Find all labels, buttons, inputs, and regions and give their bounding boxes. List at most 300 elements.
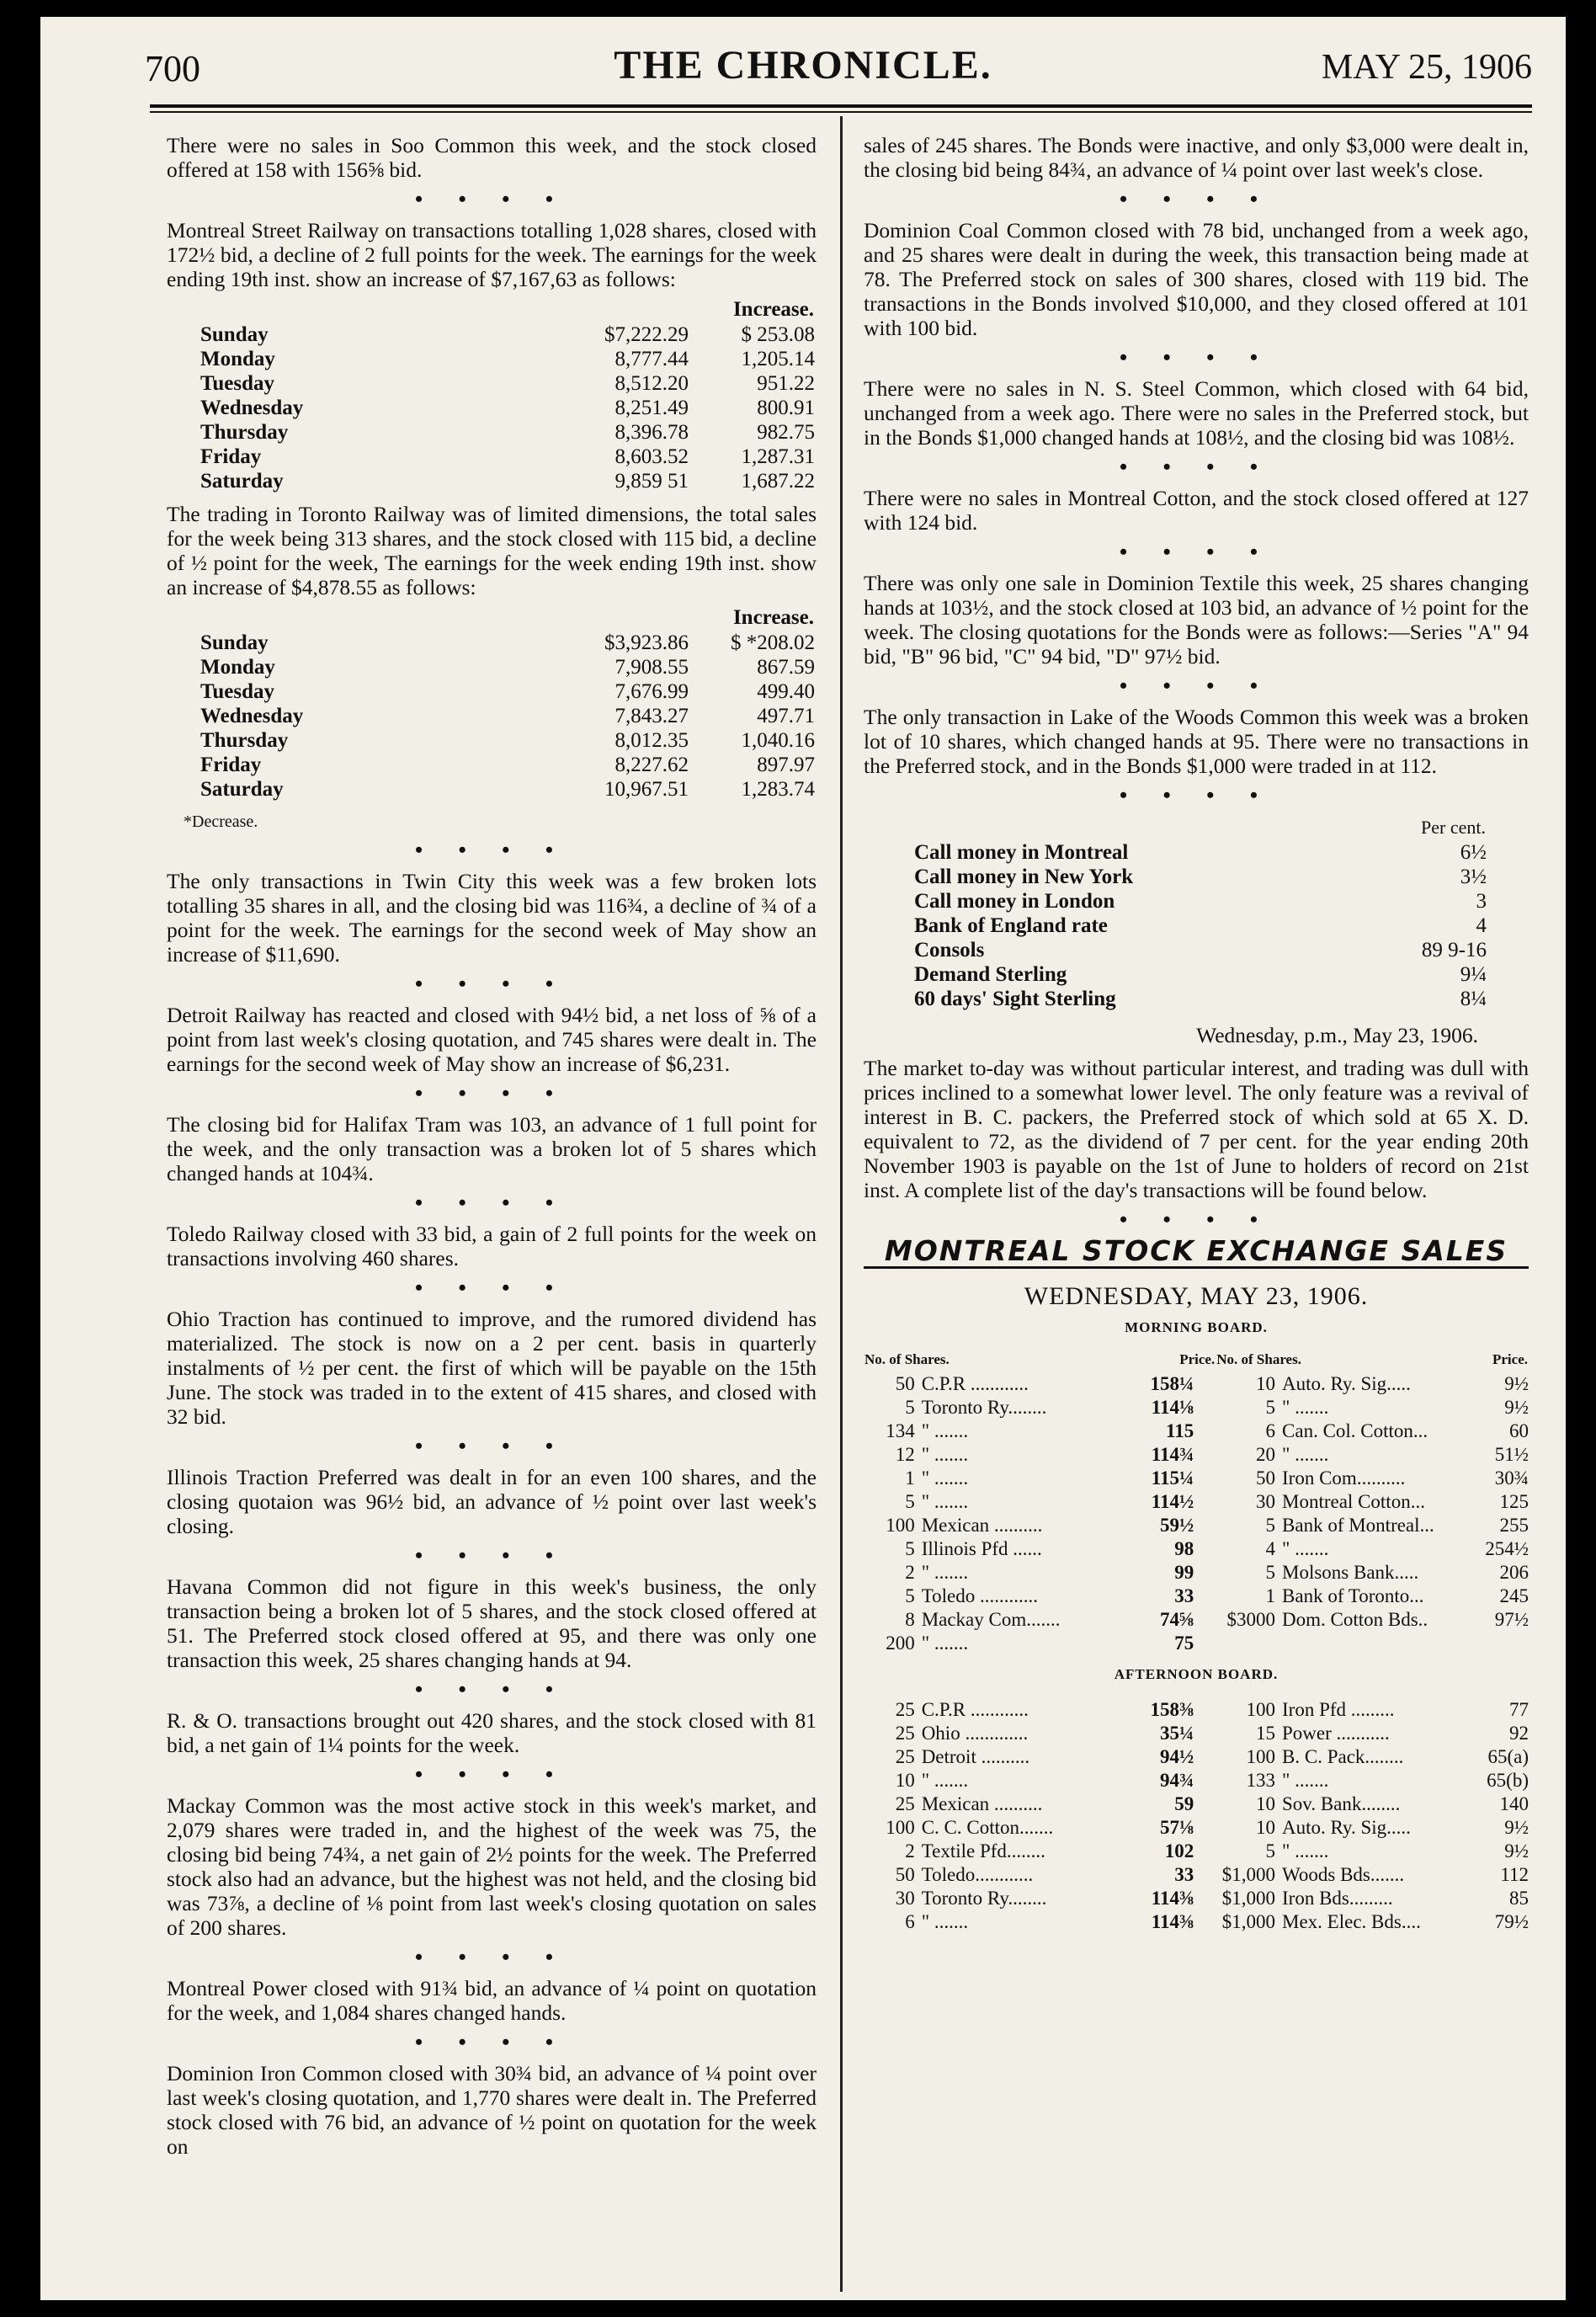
sale-shares: 12 <box>895 1444 915 1465</box>
rate-row <box>914 889 1487 913</box>
sale-price: 125 <box>1499 1491 1529 1512</box>
earnings-amount: 7,843.27 <box>614 705 689 727</box>
toronto-railway-paragraph: The trading in Toronto Railway was of limited dimensions, the total sales for the week being 313 shares, and the stock closed with 115 bid, a decline of ½ point for the week, The earnings for the week ending 19th inst. show an increase of $4,878.55 as follows: <box>167 502 817 599</box>
issue-date: MAY 25, 1906 <box>1321 48 1532 87</box>
sale-price: 158⅜ <box>1150 1699 1194 1720</box>
sale-shares: 200 <box>886 1633 915 1654</box>
earnings-row <box>200 445 815 469</box>
sale-stock-name: " ....... <box>1282 1840 1329 1862</box>
sale-stock-name: Dom. Cotton Bds.. <box>1282 1609 1428 1630</box>
rate-label: Call money in Montreal <box>914 841 1129 864</box>
sales-row <box>864 1722 1529 1745</box>
sales-rows <box>864 1698 1529 1934</box>
newspaper-page <box>40 17 1566 2300</box>
earnings-day: Friday <box>200 445 262 468</box>
sale-shares: 100 <box>1246 1699 1276 1720</box>
earnings-day: Monday <box>200 348 275 370</box>
price-column-header: Price. <box>1179 1351 1216 1367</box>
earnings-amount: 8,251.49 <box>614 397 689 419</box>
earnings-row <box>200 469 815 493</box>
column-divider <box>840 116 843 2292</box>
sale-stock-name: Sov. Bank........ <box>1282 1793 1401 1814</box>
rate-row <box>914 938 1487 962</box>
earnings-row <box>200 704 815 728</box>
sale-shares: $1,000 <box>1221 1864 1276 1885</box>
sale-price: 77 <box>1509 1699 1529 1720</box>
sale-shares: $3000 <box>1226 1609 1276 1630</box>
sale-stock-name: " ....... <box>921 1420 969 1441</box>
sale-price: 255 <box>1499 1515 1529 1536</box>
sale-price: 33 <box>1174 1585 1194 1606</box>
sale-price: 98 <box>1174 1538 1194 1559</box>
sales-row <box>864 1514 1529 1537</box>
sale-shares <box>1216 1632 1282 1655</box>
rate-row <box>914 865 1487 889</box>
sale-stock-name: Woods Bds....... <box>1282 1864 1405 1885</box>
sale-price: 102 <box>1164 1840 1194 1862</box>
earnings-increase: 1,283.74 <box>741 778 815 801</box>
earnings-increase: 499.40 <box>757 680 815 703</box>
section-separator: • • • • <box>415 2030 568 2054</box>
section-separator: • • • • <box>415 972 568 996</box>
sale-stock-name: " ....... <box>921 1491 969 1512</box>
section-separator: • • • • <box>415 1081 568 1105</box>
sale-price: 114⅜ <box>1151 1911 1194 1932</box>
sale-price: 60 <box>1509 1420 1529 1441</box>
earnings-amount: 8,012.35 <box>614 729 689 752</box>
earnings-day: Tuesday <box>200 680 275 703</box>
publication-title: THE CHRONICLE. <box>614 43 992 88</box>
sale-price: 33 <box>1174 1864 1194 1885</box>
sale-stock-name: C. C. Cotton....... <box>921 1817 1054 1838</box>
section-separator: • • • • <box>1120 674 1273 698</box>
r-and-o-paragraph: R. & O. transactions brought out 420 shares, and the stock closed with 81 bid, a net gain of 1¼ points for the week. <box>167 1708 817 1757</box>
sale-stock-name: Mexican .......... <box>921 1793 1043 1814</box>
earnings-increase: 1,287.31 <box>741 445 815 468</box>
earnings-amount: $3,923.86 <box>604 631 689 654</box>
sale-shares: 30 <box>895 1888 915 1909</box>
sale-price: 59½ <box>1159 1515 1194 1536</box>
sale-stock-name: Toledo............ <box>921 1864 1034 1885</box>
rate-label: Call money in London <box>914 890 1115 913</box>
header-rule <box>150 104 1532 108</box>
sale-stock-name: " ....... <box>921 1911 969 1932</box>
price-column-header: Price. <box>1492 1351 1528 1367</box>
earnings-row <box>200 396 815 420</box>
earnings-increase: 982.75 <box>757 421 815 444</box>
earnings-amount: 8,603.52 <box>614 445 689 468</box>
montreal-street-railway-paragraph: Montreal Street Railway on transactions totalling 1,028 shares, closed with 172½ bid, a decline of 2 full points for the week. The earnings for the week ending 19th inst. show an increase of $7,167,63 as follows: <box>167 218 817 291</box>
earnings-row <box>200 728 815 753</box>
earnings-amount: 8,512.20 <box>614 372 689 395</box>
sale-price: 254½ <box>1485 1538 1529 1559</box>
sale-price: 79½ <box>1494 1911 1529 1932</box>
sale-price: 92 <box>1509 1723 1529 1744</box>
sale-stock-name: Mexican .......... <box>921 1515 1043 1536</box>
earnings-row <box>200 777 815 802</box>
sale-price: 9½ <box>1504 1840 1529 1862</box>
sale-shares: 5 <box>1265 1562 1276 1583</box>
section-separator: • • • • <box>1120 187 1273 211</box>
earnings-amount: $7,222.29 <box>604 323 689 346</box>
sale-shares: 50 <box>1256 1467 1276 1489</box>
sale-price: 140 <box>1499 1793 1529 1814</box>
earnings-day: Friday <box>200 754 262 776</box>
sale-shares: 4 <box>1265 1538 1276 1559</box>
earnings-rows <box>200 322 815 493</box>
sale-shares: 30 <box>1256 1491 1276 1512</box>
earnings-increase: 867.59 <box>757 656 815 679</box>
sale-stock-name: Montreal Cotton... <box>1282 1491 1425 1512</box>
sale-price: 65(b) <box>1487 1770 1529 1791</box>
sales-row <box>864 1698 1529 1722</box>
sale-price: 158¼ <box>1150 1373 1194 1394</box>
earnings-rows <box>200 631 815 802</box>
section-separator: • • • • <box>1120 455 1273 479</box>
sales-row <box>864 1769 1529 1792</box>
section-separator: • • • • <box>415 1945 568 1969</box>
sale-price: 97½ <box>1494 1609 1529 1630</box>
increase-header: Increase. <box>732 606 814 629</box>
sales-row <box>864 1816 1529 1840</box>
earnings-increase: 1,205.14 <box>741 348 815 370</box>
sale-shares: 50 <box>895 1864 915 1885</box>
sale-price: 99 <box>1174 1562 1194 1583</box>
sale-price: 114⅛ <box>1151 1397 1194 1418</box>
sale-shares: 100 <box>886 1515 915 1536</box>
sale-stock-name: Iron Bds......... <box>1282 1888 1393 1909</box>
soo-common-paragraph: There were no sales in Soo Common this week, and the stock closed offered at 158 with 156⅝ bid. <box>167 133 817 182</box>
sale-stock-name: Molsons Bank..... <box>1282 1562 1419 1583</box>
earnings-row <box>200 322 815 347</box>
earnings-day: Saturday <box>200 470 284 493</box>
earnings-day: Sunday <box>200 631 269 654</box>
afternoon-board-heading: AFTERNOON BOARD. <box>1114 1666 1279 1682</box>
rate-row <box>914 913 1487 938</box>
dominion-coal-paragraph: Dominion Coal Common closed with 78 bid, unchanged from a week ago, and 25 shares were dealt in during the week, this transaction being made at 78. The Preferred stock on sales of 300 shares, closed with 119 bid. The transactions in the Bonds involved $10,000, and they closed offered at 101 with 100 bid. <box>864 218 1529 340</box>
earnings-row <box>200 347 815 371</box>
sale-shares: 10 <box>1256 1817 1276 1838</box>
section-separator: • • • • <box>415 1276 568 1300</box>
sale-price: 9½ <box>1504 1373 1529 1394</box>
mackay-common-paragraph: Mackay Common was the most active stock in this week's market, and 2,079 shares were traded in, and the highest of the week was 75, the closing bid being 74¾, a net gain of 2½ points for the week. The Preferred stock also had an advance, but the highest was not held, and the closing bid was 73⅞, a decline of ⅛ point from last week's closing quotation on sales of 200 shares. <box>167 1793 817 1940</box>
sale-price: 30¾ <box>1494 1467 1529 1489</box>
earnings-amount: 8,777.44 <box>614 348 689 370</box>
sale-shares: 6 <box>905 1911 915 1932</box>
section-separator: • • • • <box>1120 345 1273 370</box>
sale-stock-name: C.P.R ............ <box>921 1373 1029 1394</box>
left-column <box>167 133 817 2164</box>
market-summary-paragraph: The market to-day was without particular interest, and trading was dull with prices inclined to a somewhat lower level. The only feature was a revival of interest in B. C. packers, the Preferred stock of which sold at 65 X. D. equivalent to 72, as the dividend of 7 per cent. for the year ending 20th November 1903 is payable on the 1st of June to holders of record on 21st inst. A complete list of the day's transactions will be found below. <box>864 1056 1529 1202</box>
sale-price <box>1477 1632 1529 1655</box>
earnings-day: Monday <box>200 656 275 679</box>
sale-stock-name: Bank of Montreal... <box>1282 1515 1434 1536</box>
sale-price: 114⅜ <box>1151 1888 1194 1909</box>
rate-label: Demand Sterling <box>914 963 1067 986</box>
sales-row <box>864 1396 1529 1419</box>
twin-city-paragraph: The only transactions in Twin City this week was a few broken lots totalling 35 shares in all, and the closing bid was 116¾, a decline of ¾ of a point for the week. The earnings for the second week of May show an increase of $11,690. <box>167 869 817 967</box>
sale-stock-name: " ....... <box>921 1562 969 1583</box>
earnings-row <box>200 655 815 679</box>
decrease-footnote: *Decrease. <box>184 812 258 831</box>
rate-label: Call money in New York <box>914 866 1134 888</box>
havana-common-paragraph: Havana Common did not figure in this week's business, the only transaction being a broken lot of 5 shares, and the stock closed offered at 51. The Preferred stock closed offered at 95, and there was only one transaction this week, 25 shares changing hands at 94. <box>167 1574 817 1672</box>
sales-row <box>864 1632 1529 1655</box>
sale-stock-name: Toronto Ry........ <box>921 1888 1047 1909</box>
earnings-amount: 7,908.55 <box>614 656 689 679</box>
ns-steel-paragraph: There were no sales in N. S. Steel Common, which closed with 64 bid, unchanged from a week ago. There were no sales in the Preferred stock, but in the Bonds $1,000 changed hands at 108½, and the closing bid was 108½. <box>864 376 1529 450</box>
morning-board-sales-table <box>864 1351 1529 1655</box>
rate-value: 8¼ <box>1460 988 1487 1010</box>
sale-shares: 133 <box>1246 1770 1276 1791</box>
sale-shares: 5 <box>1265 1840 1276 1862</box>
sale-stock-name: Iron Com.......... <box>1282 1467 1406 1489</box>
sale-stock-name: Ohio ............. <box>921 1723 1029 1744</box>
rate-value: 89 9-16 <box>1421 939 1487 961</box>
sales-row <box>864 1887 1529 1910</box>
rate-row <box>914 962 1487 987</box>
sale-shares: $1,000 <box>1221 1911 1276 1932</box>
lake-of-the-woods-paragraph: The only transaction in Lake of the Woods Common this week was a broken lot of 10 shares, which changed hands at 95. There were no transactions in the Preferred stock, and in the Bonds $1,000 were traded in at 112. <box>864 705 1529 778</box>
sale-stock-name: " ....... <box>1282 1444 1329 1465</box>
sale-price: 51½ <box>1494 1444 1529 1465</box>
sale-shares: 6 <box>1265 1420 1276 1441</box>
sale-stock-name <box>1282 1632 1477 1655</box>
section-separator: • • • • <box>415 187 568 211</box>
toronto-earnings-table <box>200 605 815 802</box>
money-rates-table <box>914 814 1487 1011</box>
sale-price: 65(a) <box>1487 1746 1529 1767</box>
dominion-textile-paragraph: There was only one sale in Dominion Textile this week, 25 shares changing hands at 103½, and the stock closed at 103 bid, an advance of ½ point for the week. The closing quotations for the Bonds were as follows:—Series "A" 94 bid, "B" 96 bid, "C" 94 bid, "D" 97½ bid. <box>864 571 1529 668</box>
sale-price: 74⅝ <box>1159 1609 1194 1630</box>
sale-stock-name: " ....... <box>921 1467 969 1489</box>
sale-stock-name: " ....... <box>921 1633 969 1654</box>
earnings-row <box>200 631 815 655</box>
section-separator: • • • • <box>415 1543 568 1568</box>
stock-exchange-sales-banner: MONTREAL STOCK EXCHANGE SALES <box>884 1234 1508 1267</box>
montreal-power-paragraph: Montreal Power closed with 91¾ bid, an advance of ¼ point on quotation for the week, and 1,084 shares changed hands. <box>167 1976 817 2025</box>
sales-row <box>864 1585 1529 1608</box>
sale-stock-name: B. C. Pack........ <box>1282 1746 1404 1767</box>
sale-stock-name: " ....... <box>1282 1538 1329 1559</box>
earnings-increase: 1,687.22 <box>741 470 815 493</box>
illinois-traction-paragraph: Illinois Traction Preferred was dealt in for an even 100 shares, and the closing quotaion was 96½ bid, an advance of ½ point over last week's closing. <box>167 1465 817 1538</box>
sale-price: 94¾ <box>1159 1770 1194 1791</box>
sale-stock-name: " ....... <box>921 1444 969 1465</box>
section-separator: • • • • <box>1120 1207 1273 1232</box>
earnings-increase: 951.22 <box>757 372 815 395</box>
sale-shares: 2 <box>905 1840 915 1862</box>
shares-column-header: No. of Shares. <box>864 1351 950 1367</box>
ohio-traction-paragraph: Ohio Traction has continued to improve, and the rumored dividend has materialized. The stock is now on a 2 per cent. basis in quarterly instalments of ½ per cent. the first of which will be payable on the 15th June. The stock was traded in to the extent of 415 shares, and closed with 32 bid. <box>167 1307 817 1429</box>
page-header <box>40 17 1566 109</box>
sale-shares: 25 <box>895 1699 915 1720</box>
sale-stock-name: " ....... <box>921 1770 969 1791</box>
rate-row <box>914 987 1487 1011</box>
earnings-increase: 1,040.16 <box>741 729 815 752</box>
earnings-row <box>200 753 815 777</box>
earnings-day: Thursday <box>200 729 289 752</box>
sales-date-heading: WEDNESDAY, MAY 23, 1906. <box>1024 1282 1369 1310</box>
market-dateline: Wednesday, p.m., May 23, 1906. <box>1196 1023 1478 1047</box>
sale-shares: 10 <box>895 1770 915 1791</box>
afternoon-board-sales-table <box>864 1698 1529 1934</box>
sale-shares: 15 <box>1256 1723 1276 1744</box>
rate-value: 3½ <box>1460 866 1487 888</box>
sale-price: 206 <box>1499 1562 1529 1583</box>
sale-price: 9½ <box>1504 1817 1529 1838</box>
sales-row <box>864 1490 1529 1514</box>
rate-value: 6½ <box>1460 841 1487 864</box>
section-separator: • • • • <box>415 1434 568 1458</box>
header-rule-thin <box>150 111 1532 113</box>
sale-price: 115¼ <box>1151 1467 1194 1489</box>
earnings-amount: 8,396.78 <box>614 421 689 444</box>
page-number: 700 <box>145 48 200 89</box>
sale-price: 112 <box>1500 1864 1529 1885</box>
sale-stock-name: Toronto Ry........ <box>921 1397 1047 1418</box>
sale-shares: 20 <box>1256 1444 1276 1465</box>
section-separator: • • • • <box>415 838 568 862</box>
earnings-amount: 7,676.99 <box>614 680 689 703</box>
sale-shares: 5 <box>905 1538 915 1559</box>
earnings-day: Thursday <box>200 421 289 444</box>
section-separator: • • • • <box>415 1190 568 1215</box>
earnings-increase: 800.91 <box>757 397 815 419</box>
sale-shares: 25 <box>895 1793 915 1814</box>
rate-value: 4 <box>1476 914 1487 937</box>
sale-shares: 5 <box>905 1397 915 1418</box>
montreal-cotton-paragraph: There were no sales in Montreal Cotton, and the stock closed offered at 127 with 124 bid. <box>864 486 1529 535</box>
sale-price: 245 <box>1499 1585 1529 1606</box>
earnings-amount: 10,967.51 <box>604 778 689 801</box>
sale-shares: 134 <box>886 1420 915 1441</box>
sales-row <box>864 1467 1529 1490</box>
sale-shares: 10 <box>1256 1373 1276 1394</box>
sale-price: 94½ <box>1159 1746 1194 1767</box>
sale-shares: 50 <box>895 1373 915 1394</box>
sale-stock-name: Mex. Elec. Bds.... <box>1282 1911 1421 1932</box>
sale-price: 35¼ <box>1159 1723 1194 1744</box>
earnings-increase: 897.97 <box>757 754 815 776</box>
sale-shares: 1 <box>905 1467 915 1489</box>
sale-stock-name: Power ........... <box>1282 1723 1390 1744</box>
sale-shares: 5 <box>905 1491 915 1512</box>
per-cent-header: Per cent. <box>1421 817 1486 838</box>
sale-shares: 5 <box>1265 1515 1276 1536</box>
sales-row <box>864 1537 1529 1561</box>
sale-stock-name: " ....... <box>1282 1397 1329 1418</box>
rate-label: Bank of England rate <box>914 914 1108 937</box>
halifax-tram-paragraph: The closing bid for Halifax Tram was 103, an advance of 1 full point for the week, and the only transaction was a broken lot of 5 shares which changed hands at 104¾. <box>167 1112 817 1185</box>
section-separator: • • • • <box>1120 540 1273 564</box>
toledo-railway-paragraph: Toledo Railway closed with 33 bid, a gain of 2 full points for the week on transactions involving 460 shares. <box>167 1222 817 1270</box>
section-separator: • • • • <box>415 1762 568 1787</box>
sales-rows <box>864 1372 1529 1655</box>
sale-price: 57⅛ <box>1159 1817 1194 1838</box>
rate-value: 3 <box>1476 890 1487 913</box>
sale-price: 115 <box>1165 1420 1194 1441</box>
earnings-increase: $ 253.08 <box>741 323 815 346</box>
earnings-day: Sunday <box>200 323 269 346</box>
earnings-row <box>200 420 815 445</box>
sales-row <box>864 1372 1529 1396</box>
sales-row <box>864 1863 1529 1887</box>
sale-stock-name: Can. Col. Cotton... <box>1282 1420 1428 1441</box>
section-separator: • • • • <box>415 1677 568 1702</box>
earnings-increase: $ *208.02 <box>731 631 815 654</box>
sale-stock-name: Auto. Ry. Sig..... <box>1282 1817 1411 1838</box>
sale-stock-name: Detroit .......... <box>921 1746 1030 1767</box>
sale-shares: 2 <box>905 1562 915 1583</box>
sale-price: 114¾ <box>1151 1444 1194 1465</box>
dominion-iron-continued-paragraph: sales of 245 shares. The Bonds were inactive, and only $3,000 were dealt in, the closing bid being 84¾, an advance of ¼ point over last week's close. <box>864 133 1529 182</box>
detroit-railway-paragraph: Detroit Railway has reacted and closed with 94½ bid, a net loss of ⅝ of a point from last week's closing quotation, and 745 shares were dealt in. The earnings for the second week of May show an increase of $6,231. <box>167 1003 817 1076</box>
sales-row <box>864 1840 1529 1863</box>
sales-row <box>864 1745 1529 1769</box>
earnings-row <box>200 371 815 396</box>
rate-label: 60 days' Sight Sterling <box>914 988 1116 1010</box>
rates-rows <box>914 840 1487 1011</box>
sales-row <box>864 1910 1529 1934</box>
sale-shares: 10 <box>1256 1793 1276 1814</box>
sale-stock-name: Mackay Com....... <box>921 1609 1061 1630</box>
rate-value: 9¼ <box>1460 963 1487 986</box>
sale-price: 9½ <box>1504 1397 1529 1418</box>
sale-stock-name: Textile Pfd........ <box>921 1840 1045 1862</box>
earnings-amount: 9,859 51 <box>614 470 689 493</box>
sale-shares: 5 <box>905 1585 915 1606</box>
earnings-day: Wednesday <box>200 705 304 727</box>
earnings-amount: 8,227.62 <box>614 754 689 776</box>
sales-row <box>864 1608 1529 1632</box>
sale-price: 114½ <box>1151 1491 1194 1512</box>
rate-label: Consols <box>914 939 985 961</box>
dominion-iron-paragraph: Dominion Iron Common closed with 30¾ bid, an advance of ¼ point over last week's closing quotation, and 1,770 shares were dealt in. The Preferred stock closed with 76 bid, an advance of ½ point on quotation for the week on <box>167 2061 817 2159</box>
sales-row <box>864 1561 1529 1585</box>
sale-shares: 25 <box>895 1746 915 1767</box>
rate-row <box>914 840 1487 865</box>
sale-stock-name: C.P.R ............ <box>921 1699 1029 1720</box>
sale-price: 75 <box>1174 1633 1194 1654</box>
sale-shares: 5 <box>1265 1397 1276 1418</box>
earnings-day: Tuesday <box>200 372 275 395</box>
sale-stock-name: Iron Pfd ......... <box>1282 1699 1395 1720</box>
sale-stock-name: Illinois Pfd ...... <box>921 1538 1042 1559</box>
sale-shares: 1 <box>1265 1585 1276 1606</box>
sale-stock-name: Bank of Toronto... <box>1282 1585 1424 1606</box>
sale-price: 59 <box>1174 1793 1194 1814</box>
morning-board-heading: MORNING BOARD. <box>1125 1319 1268 1335</box>
shares-column-header: No. of Shares. <box>1216 1351 1301 1367</box>
section-separator: • • • • <box>1120 783 1273 807</box>
sale-stock-name: " ....... <box>1282 1770 1329 1791</box>
sale-stock-name: Auto. Ry. Sig..... <box>1282 1373 1411 1394</box>
montreal-street-earnings-table <box>200 296 815 493</box>
right-column <box>864 133 1529 1934</box>
sale-shares: 25 <box>895 1723 915 1744</box>
earnings-increase: 497.71 <box>757 705 815 727</box>
sale-shares: 100 <box>1246 1746 1276 1767</box>
earnings-row <box>200 679 815 704</box>
sale-price: 85 <box>1509 1888 1529 1909</box>
increase-header: Increase. <box>732 298 814 321</box>
sales-row <box>864 1443 1529 1467</box>
sale-stock-name: Toledo ............ <box>921 1585 1038 1606</box>
sales-row <box>864 1419 1529 1443</box>
sale-shares: 8 <box>905 1609 915 1630</box>
earnings-day: Saturday <box>200 778 284 801</box>
